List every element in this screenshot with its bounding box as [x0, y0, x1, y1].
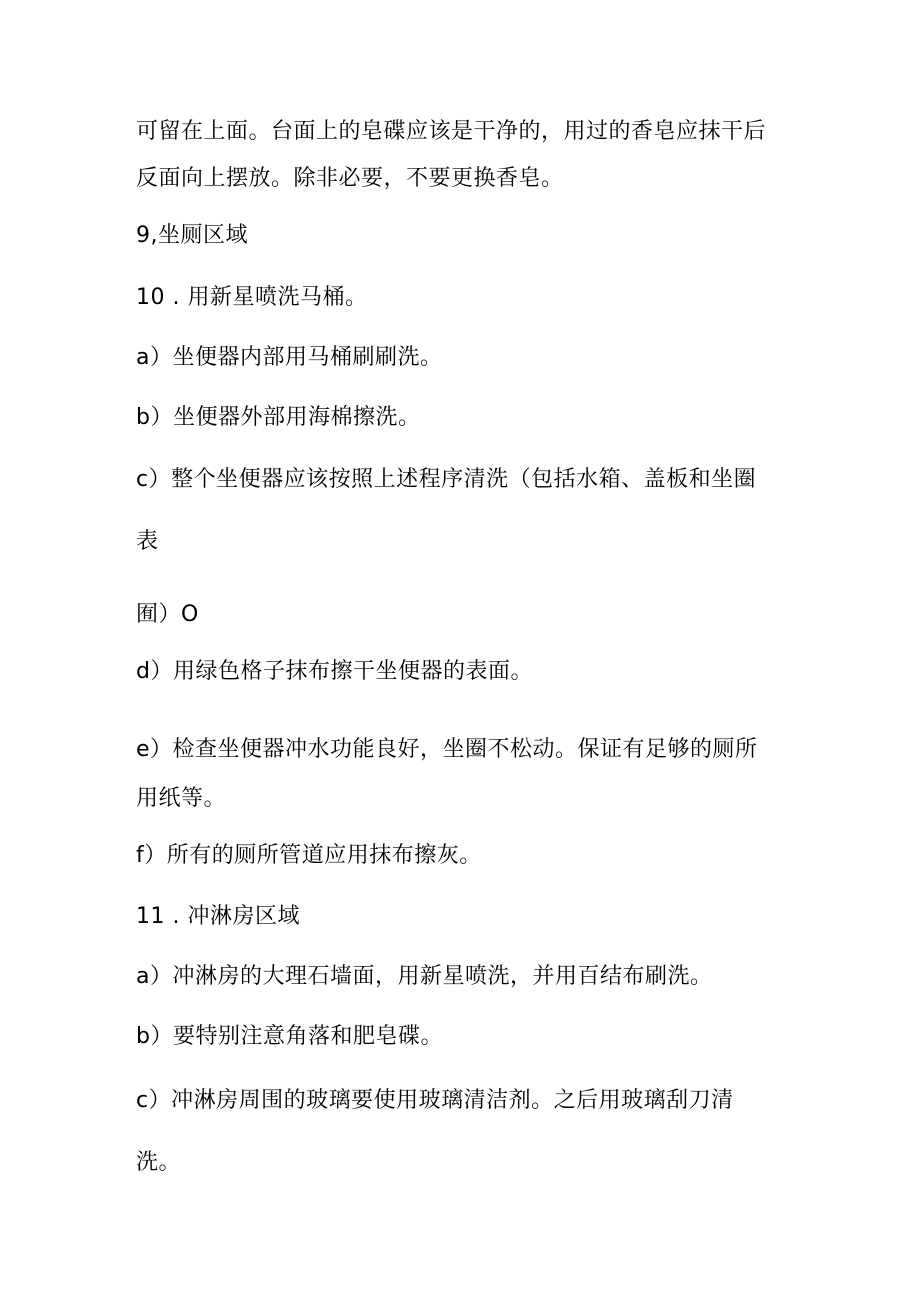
list-item-10e: e）检查坐便器冲水功能良好，坐圈不松动。保证有足够的厕所 [136, 737, 758, 762]
section-heading-10: 10 . 用新星喷洗马桶。 [136, 285, 368, 310]
list-item-10b: b）坐便器外部用海棉擦洗。 [136, 405, 421, 430]
list-item-11c: c）冲淋房周围的玻璃要使用玻璃清洁剂。之后用玻璃刮刀清 [136, 1088, 734, 1113]
text-line-1: 可留在上面。台面上的皂碟应该是干净的，用过的香皂应抹干后 [136, 119, 767, 144]
section-heading-9: 9,坐厕区域 [136, 223, 248, 248]
list-item-10a: a）坐便器内部用马桶刷刷洗。 [136, 345, 443, 370]
list-item-11b: b）要特别注意角落和肥皂碟。 [136, 1024, 443, 1049]
section-heading-11: 11 . 冲淋房区域 [136, 904, 300, 929]
list-item-10c-cont-1: 表 [136, 529, 159, 554]
list-item-10f: f）所有的厕所管道应用抹布擦灰。 [136, 843, 482, 868]
list-item-10d: d）用绿色格子抹布擦干坐便器的表面。 [136, 659, 533, 684]
list-item-10c-cont-2: 囿）O [136, 602, 199, 627]
list-item-11c-cont: 洗。 [136, 1150, 182, 1175]
list-item-10c: c）整个坐便器应该按照上述程序清洗（包括水箱、盖板和坐圈 [136, 467, 757, 492]
text-line-2: 反面向上摆放。除非必要，不要更换香皂。 [136, 166, 564, 191]
list-item-10e-cont: 用纸等。 [136, 786, 227, 811]
list-item-11a: a）冲淋房的大理石墙面，用新星喷洗，并用百结布刷洗。 [136, 964, 713, 989]
